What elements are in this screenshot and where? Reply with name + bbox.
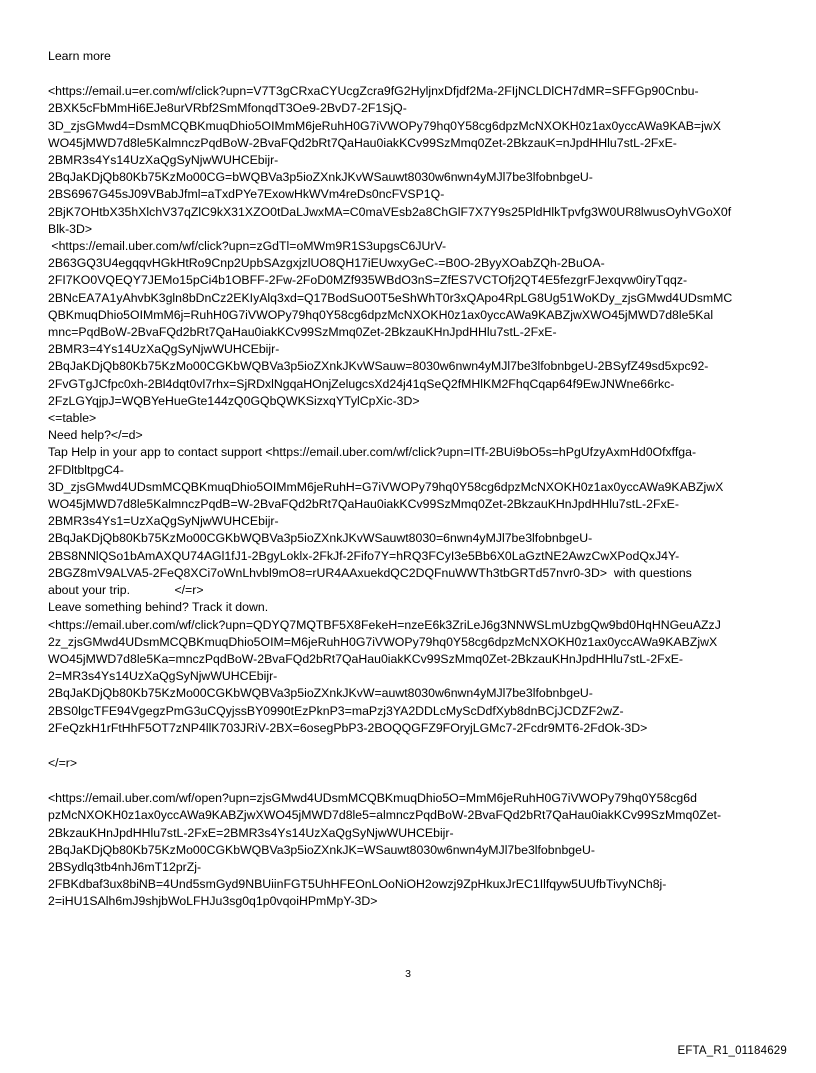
link-line: 2BjK7OHtbX35hXlchV37qZlC9kX31XZO0tDaLJwxMA=C0maVEsb2a8ChGlF7X7Y9s25PldHlkTpvfg3W0UR8lwusOyhVGoX0f <box>48 204 732 219</box>
row-close-line: </=r> <box>48 755 78 770</box>
link-line: 2BXK5cFbMmHi6EJe8urVRbf2SmMfonqdT3Oe9-2BvD7-2F1SjQ- <box>48 101 407 116</box>
link-line: pzMcNXOKH0z1ax0yccAWa9KABZjwXWO45jMWD7d8le5=almnczPqdBoW-2BvaFQd2bRt7QaHau0iakKCv99SzMmq0Zet- <box>48 808 722 823</box>
text-line: WO45jMWD7d8le5KalmnczPqdB=W-2BvaFQd2bRt7QaHau0iakKCv99SzMmq0Zet-2BkzauKHnJpdHHlu7stL-2FxE- <box>48 497 679 512</box>
text-line: 2FDltbltpgC4- <box>48 462 124 477</box>
learn-more-line: Learn more <box>48 49 111 63</box>
open-tracking-link[interactable] <box>48 790 780 910</box>
email-body <box>48 48 780 911</box>
link-line: <https://email.uber.com/wf/click?upn=zGdTl=oMWm9R1S3upgsC6JUrV- <box>48 239 447 254</box>
link-line: 2BMR3s4Ys14UzXaQgSyNjwWUHCEbijr- <box>48 153 279 168</box>
need-help-line: Need help?</=d> <box>48 428 143 443</box>
learn-more-text <box>48 48 780 65</box>
text-line: 3D_zjsGMwd4UDsmMCQBKmuqDhio5OIMmM6jeRuhH=G7iVWOPy79hq0Y58cg6dpzMcNXOKH0z1ax0yccAWa9KABZjwX <box>48 479 724 494</box>
leave-something-heading <box>48 599 780 616</box>
text-line: 2BqJaKDjQb80Kb75KzMo00CGKbWQBVa3p5ioZXnkJKvWSauwt8030=6nwn4yMJl7be3lfobnbgeU- <box>48 531 593 546</box>
track-it-link[interactable] <box>48 617 780 737</box>
link-line: QBKmuqDhio5OIMmM6j=RuhH0G7iVWOPy79hq0Y58cg6dpzMcNXOKH0z1ax0yccAWa9KABZjwXWO45jMWD7d8le5Kal <box>48 307 714 322</box>
link-line: 2BqJaKDjQb80Kb75KzMo00CGKbWQBVa3p5ioZXnkJKvWSauw=8030w6nwn4yMJl7be3lfobnbgeU-2BSyfZ49sd5xpc92- <box>48 359 709 374</box>
text-line: about your trip. </=r> <box>48 583 204 598</box>
link-line: 2FBKdbaf3ux8biNB=4Und5smGyd9NBUiinFGT5UhHFEOnLOoNiOH2owzj9ZpHkuxJrEC1Ilfqyw5UUfbTivyNCh8j- <box>48 877 667 892</box>
text-line: 2BMR3s4Ys1=UzXaQgSyNjwWUHCEbijr- <box>48 514 279 529</box>
need-help-heading <box>48 427 780 444</box>
text-line: Tap Help in your app to contact support <https://email.uber.com/wf/click?upn=ITf-2BUi9bO5s=hPgUfzyAxmHd0Ofxffga- <box>48 445 697 460</box>
link-line: <https://email.u=er.com/wf/click?upn=V7T3gCRxaCYUcgZcra9fG2HyljnxDfjdf2Ma-2FIjNCLDlCH7dMR=SFFGp90Cnbu- <box>48 84 699 99</box>
link-line: 2=MR3s4Ys14UzXaQgSyNjwWUHCEbijr- <box>48 669 278 684</box>
link-line: Blk-3D> <box>48 221 93 236</box>
link-line: <https://email.uber.com/wf/open?upn=zjsGMwd4UDsmMCQBKmuqDhio5O=MmM6jeRuhH0G7iVWOPy79hq0Y58cg6d <box>48 791 697 806</box>
link-line: 2FeQzkH1rFtHhF5OT7zNP4llK703JRiV-2BX=6osegPbP3-2BOQQGFZ9FOryjLGMc7-2Fcdr9MT6-2FdOk-3D> <box>48 720 648 735</box>
link-line: 2z_zjsGMwd4UDsmMCQBKmuqDhio5OIM=M6jeRuhH0G7iVWOPy79hq0Y58cg6dpzMcNXOKH0z1ax0yccAWa9KABZjwX <box>48 634 718 649</box>
link-line: 2FvGTgJCfpc0xh-2Bl4dqt0vl7rhx=SjRDxlNgqaHOnjZelugcsXd24j41qSeQ2fMHlKM2FhqCqap64f9EwJNWne66rkc- <box>48 376 675 391</box>
contact-support-paragraph[interactable] <box>48 444 780 599</box>
link-line: 2FI7KO0VQEQY7JEMo15pCi4b1OBFF-2Fw-2FoD0MZf935WBdO3nS=ZfES7VCTOfj2QT4E5fezgrFJexqvw0iryTqqz- <box>48 273 688 288</box>
link-line: 2BS6967G45sJ09VBabJfml=aTxdPYe7ExowHkWVm4reDs0ncFVSP1Q- <box>48 187 445 202</box>
link-line: 2BSydlq3tb4nhJ6mT12prZj- <box>48 859 202 874</box>
text-line: 2BS8NNlQSo1bAmAXQU74AGl1fJ1-2BgyLoklx-2FkJf-2Fifo7Y=hRQ3FCyI3e5Bb6X0LaGztNE2AwzCwXPodQxJ4Y- <box>48 548 680 563</box>
link-line: 2BMR3=4Ys14UzXaQgSyNjwWUHCEbijr- <box>48 342 280 357</box>
document-id: EFTA_R1_01184629 <box>677 1045 787 1057</box>
leave-something-line: Leave something behind? Track it down. <box>48 600 269 615</box>
learn-more-link[interactable] <box>48 83 780 238</box>
link-line: WO45jMWD7d8le5Ka=mnczPqdBoW-2BvaFQd2bRt7QaHau0iakKCv99SzMmq0Zet-2BkzauKHnJpdHHlu7stL-2FxE- <box>48 651 684 666</box>
link-line: 2BqJaKDjQb80Kb75KzMo00CG=bWQBVa3p5ioZXnkJKvWSauwt8030w6nwn4yMJl7be3lfobnbgeU- <box>48 170 593 185</box>
row-close-text <box>48 755 780 772</box>
link-line: WO45jMWD7d8le5KalmnczPqdBoW-2BvaFQd2bRt7QaHau0iakKCv99SzMmq0Zet-2BkzauK=nJpdHHlu7stL-2FxE- <box>48 135 677 150</box>
link-line: 2=iHU1SAlh6mJ9shjbWoLFHJu3sg0q1p0vqoiHPmMpY-3D> <box>48 894 378 909</box>
link-line: 2BNcEA7A1yAhvbK3gln8bDnCz2EKIyAlq3xd=Q17BodSuO0T5eShWhT0r3xQApo4RpLG8Ug51WoKDy_zjsGMwd4UDsmMC <box>48 290 733 305</box>
page-number: 3 <box>405 968 411 980</box>
text-line: 2BGZ8mV9ALVA5-2FeQ8XCi7oWnLhvbl9mO8=rUR4AAxuekdQC2DQFnuWWTh3tbGRTd57nvr0-3D> with questions <box>48 565 692 580</box>
link-line: 2BkzauKHnJpdHHlu7stL-2FxE=2BMR3s4Ys14UzXaQgSyNjwWUHCEbijr- <box>48 825 454 840</box>
table-tag-line: <=table> <box>48 411 97 426</box>
second-link[interactable] <box>48 238 780 410</box>
link-line: mnc=PqdBoW-2BvaFQd2bRt7QaHau0iakKCv99SzMmq0Zet-2BkzauKHnJpdHHlu7stL-2FxE- <box>48 325 557 340</box>
link-line: <https://email.uber.com/wf/click?upn=QDYQ7MQTBF5X8FekeH=nzeE6k3ZriLeJ6g3NNWSLmUzbgQw9bd0HqHNGeuAZzJ <box>48 617 721 632</box>
link-line: 3D_zjsGMwd4=DsmMCQBKmuqDhio5OIMmM6jeRuhH0G7iVWOPy79hq0Y58cg6dpzMcNXOKH0z1ax0yccAWa9KAB=jwX <box>48 118 721 133</box>
link-line: 2BqJaKDjQb80Kb75KzMo00CGKbWQBVa3p5ioZXnkJK=WSauwt8030w6nwn4yMJl7be3lfobnbgeU- <box>48 842 595 857</box>
link-line: 2B63GQ3U4egqqvHGkHtRo9Cnp2UpbSAzgxjzlUO8QH17iEUwxyGeC-=B0O-2ByyXOabZQh-2BuOA- <box>48 256 605 271</box>
link-line: 2FzLGYqjpJ=WQBYeHueGte144zQ0GQbQWKSizxqYTylCpXic-3D> <box>48 393 420 408</box>
table-tag-text <box>48 410 780 427</box>
link-line: 2BqJaKDjQb80Kb75KzMo00CGKbWQBVa3p5ioZXnkJKvW=auwt8030w6nwn4yMJl7be3lfobnbgeU- <box>48 686 593 701</box>
link-line: 2BS0lgcTFE94VgegzPmG3uCQyjssBY0990tEzPknP3=maPzj3YA2DDLcMyScDdfXyb8dnBCjJCDZF2wZ- <box>48 703 624 718</box>
